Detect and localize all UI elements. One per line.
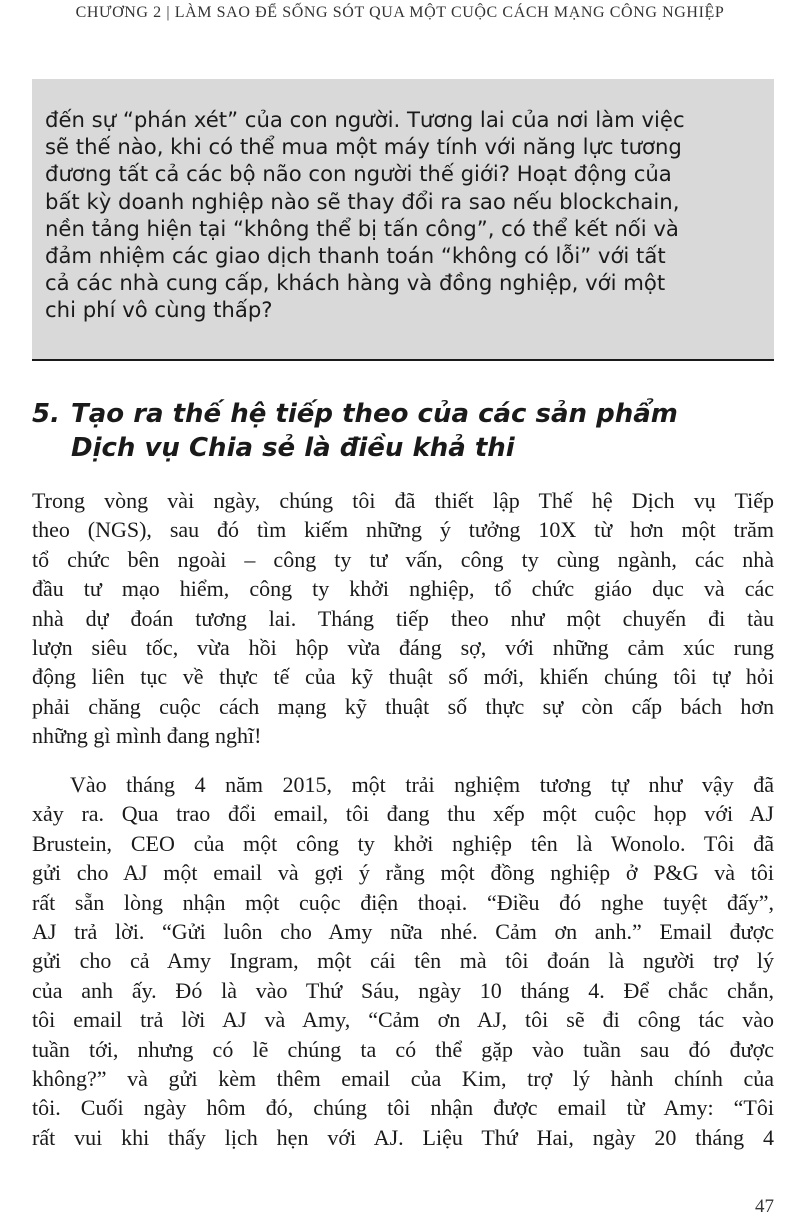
paragraph-line: gửi cho cả Amy Ingram, một cái tên mà tôi đoán là người trợ lý	[32, 948, 774, 974]
section-number: 5.	[32, 399, 60, 429]
callout-text	[45, 106, 765, 324]
paragraph-line: tôi email trả lời AJ và Amy, “Cảm ơn AJ, tôi sẽ đi công tác vào	[32, 1007, 774, 1033]
paragraph-line: những gì mình đang nghĩ!	[32, 723, 262, 749]
paragraph-line: Brustein, CEO của một công ty khởi nghiệp tên là Wonolo. Tôi đã	[32, 830, 774, 856]
paragraph-line: không?” và gửi kèm thêm email của Kim, trợ lý hành chính của	[32, 1066, 774, 1092]
paragraph-line: rất sẵn lòng nhận một cuộc điện thoại. “Điều đó nghe tuyệt đấy”,	[32, 889, 774, 915]
paragraph-line: đầu tư mạo hiểm, công ty khởi nghiệp, tổ chức giáo dục và các	[32, 576, 774, 602]
paragraph-line: tuần tới, nhưng có lẽ chúng ta có thể gặp vào tuần sau đó được	[32, 1036, 774, 1062]
callout-line: cả các nhà cung cấp, khách hàng và đồng nghiệp, với một	[45, 270, 666, 296]
paragraph-line: động liên tục về thực tế của kỹ thuật số mới, khiến chúng tôi tự hỏi	[32, 664, 774, 690]
paragraph-line: gửi cho AJ một email và gợi ý rằng một đồng nghiệp ở P&G và tôi	[32, 860, 774, 886]
paragraph-line: theo (NGS), sau đó tìm kiếm những ý tưởng 10X từ hơn một trăm	[32, 517, 774, 543]
paragraph-line: Vào tháng 4 năm 2015, một trải nghiệm tương tự như vậy đã	[70, 772, 774, 797]
paragraph-line: AJ trả lời. “Gửi luôn cho Amy nữa nhé. Cảm ơn anh.” Email được	[32, 919, 774, 945]
body-paragraph-2	[32, 770, 774, 1152]
callout-line: nền tảng hiện tại “không thể bị tấn công”, có thể kết nối và	[45, 215, 679, 241]
section-title-line-2: Dịch vụ Chia sẻ là điều khả thi	[71, 433, 515, 463]
callout-line: chi phí vô cùng thấp?	[45, 297, 273, 323]
paragraph-line: tổ chức bên ngoài – công ty tư vấn, công ty cùng ngành, các nhà	[32, 546, 774, 572]
paragraph-line: rất vui khi thấy lịch hẹn với AJ. Liệu Thứ Hai, ngày 20 tháng 4	[32, 1124, 774, 1150]
callout-line: đương tất cả các bộ não con người thế giới? Hoạt động của	[45, 161, 672, 187]
paragraph-line: Trong vòng vài ngày, chúng tôi đã thiết lập Thế hệ Dịch vụ Tiếp	[32, 488, 774, 513]
paragraph-line: phải chăng cuộc cách mạng kỹ thuật số thực sự còn cấp bách hơn	[32, 693, 774, 719]
section-title-line-1: Tạo ra thế hệ tiếp theo của các sản phẩm	[71, 399, 678, 429]
callout-line: sẽ thế nào, khi có thể mua một máy tính với năng lực tương	[45, 134, 682, 160]
page-number: 47	[755, 1196, 774, 1217]
paragraph-line: tôi. Cuối ngày hôm đó, chúng tôi nhận được email từ Amy: “Tôi	[32, 1095, 774, 1121]
paragraph-line: xảy ra. Qua trao đổi email, tôi đang thu xếp một cuộc họp với AJ	[32, 801, 774, 827]
callout-line: đến sự “phán xét” của con người. Tương lai của nơi làm việc	[45, 107, 685, 132]
callout-line: bất kỳ doanh nghiệp nào sẽ thay đổi ra sao nếu blockchain,	[45, 188, 680, 214]
callout-line: đảm nhiệm các giao dịch thanh toán “không có lỗi” với tất	[45, 243, 666, 269]
paragraph-line: nhà dự đoán tương lai. Tháng tiếp theo như một chuyến đi tàu	[32, 605, 774, 631]
body-paragraph-1	[32, 486, 774, 751]
paragraph-line: lượn siêu tốc, vừa hồi hộp vừa đáng sợ, với những cảm xúc rung	[32, 635, 774, 661]
running-header: CHƯƠNG 2 | LÀM SAO ĐỂ SỐNG SÓT QUA MỘT CUỘC CÁCH MẠNG CÔNG NGHIỆP	[75, 4, 725, 21]
section-heading	[32, 397, 678, 465]
paragraph-line: của anh ấy. Đó là vào Thứ Sáu, ngày 10 tháng 4. Để chắc chắn,	[32, 977, 774, 1003]
